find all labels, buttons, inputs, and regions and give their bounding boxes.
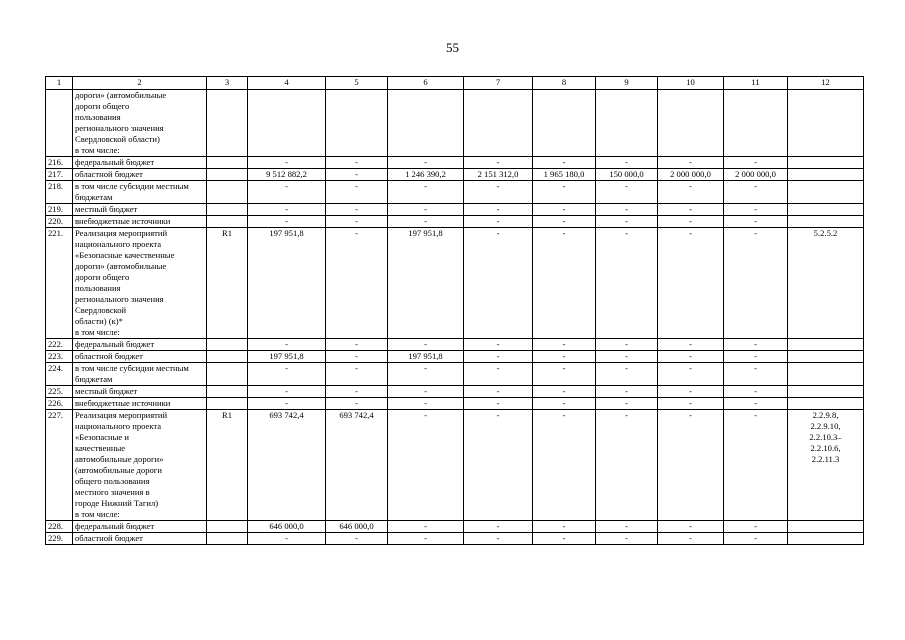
value-cell: - xyxy=(388,398,464,410)
row-name-cell: местный бюджет xyxy=(73,204,207,216)
table-row xyxy=(46,521,864,533)
row-number-cell: 229. xyxy=(46,533,73,545)
value-cell: - xyxy=(248,533,326,545)
name-line: дороги» (автомобильные xyxy=(75,90,167,100)
value-cell: - xyxy=(326,351,388,363)
header-row xyxy=(46,77,864,90)
code-cell: R1 xyxy=(207,410,248,521)
table-row xyxy=(46,351,864,363)
value-cell: - xyxy=(533,204,596,216)
table-row xyxy=(46,228,864,339)
value-cell: - xyxy=(596,351,658,363)
target-reference-line: 2.2.10.3– xyxy=(809,432,842,442)
value-cell: - xyxy=(533,410,596,521)
table-row xyxy=(46,363,864,386)
column-header: 5 xyxy=(326,77,388,90)
page-number: 55 xyxy=(446,40,459,55)
value-cell: - xyxy=(533,398,596,410)
row-name-cell: внебюджетные источники xyxy=(73,398,207,410)
value-cell: - xyxy=(658,339,724,351)
value-cell: - xyxy=(596,339,658,351)
value-cell: - xyxy=(724,363,788,386)
code-cell xyxy=(207,351,248,363)
row-number-cell: 227. xyxy=(46,410,73,521)
value-cell: - xyxy=(658,533,724,545)
column-header: 7 xyxy=(464,77,533,90)
column-header: 2 xyxy=(73,77,207,90)
value-cell: - xyxy=(248,398,326,410)
name-line: Свердловской xyxy=(75,305,127,315)
code-cell xyxy=(207,90,248,157)
target-reference-cell xyxy=(788,339,864,351)
code-cell xyxy=(207,521,248,533)
value-cell: 1 965 180,0 xyxy=(533,169,596,181)
target-reference-cell xyxy=(788,410,864,521)
row-name-cell: внебюджетные источники xyxy=(73,216,207,228)
value-cell: - xyxy=(658,410,724,521)
name-line: в том числе: xyxy=(75,145,120,155)
value-cell xyxy=(464,90,533,157)
value-cell: - xyxy=(464,157,533,169)
value-cell: - xyxy=(533,533,596,545)
value-cell: - xyxy=(326,204,388,216)
value-cell: - xyxy=(658,157,724,169)
value-cell: - xyxy=(596,533,658,545)
name-line: городе Нижний Тагил) xyxy=(75,498,159,508)
value-cell: - xyxy=(326,363,388,386)
column-header: 11 xyxy=(724,77,788,90)
row-name-cell xyxy=(73,90,207,157)
name-line: общего пользования xyxy=(75,476,150,486)
value-cell: - xyxy=(533,339,596,351)
row-number-cell: 218. xyxy=(46,181,73,204)
value-cell: - xyxy=(724,181,788,204)
row-number-cell: 222. xyxy=(46,339,73,351)
value-cell: - xyxy=(596,363,658,386)
value-cell: - xyxy=(388,339,464,351)
target-reference-line: 2.2.9.10, xyxy=(810,421,841,431)
value-cell: - xyxy=(248,157,326,169)
target-reference-line: 2.2.11.3 xyxy=(811,454,840,464)
name-line: Свердловской области) xyxy=(75,134,160,144)
value-cell: 150 000,0 xyxy=(596,169,658,181)
value-cell: - xyxy=(724,204,788,216)
row-name-cell xyxy=(73,228,207,339)
value-cell: - xyxy=(326,533,388,545)
table-row-continuation xyxy=(46,90,864,157)
target-reference-cell xyxy=(788,216,864,228)
value-cell: - xyxy=(326,157,388,169)
value-cell: 646 000,0 xyxy=(326,521,388,533)
row-name-cell: в том числе субсидии местным бюджетам xyxy=(73,181,207,204)
value-cell xyxy=(248,90,326,157)
name-line: национального проекта xyxy=(75,421,162,431)
code-cell xyxy=(207,363,248,386)
column-header: 3 xyxy=(207,77,248,90)
value-cell: - xyxy=(596,410,658,521)
value-cell: - xyxy=(388,533,464,545)
value-cell: - xyxy=(724,351,788,363)
name-line: регионального значения xyxy=(75,294,164,304)
column-header: 6 xyxy=(388,77,464,90)
value-cell: - xyxy=(724,398,788,410)
row-number-cell: 225. xyxy=(46,386,73,398)
column-header: 10 xyxy=(658,77,724,90)
name-line: качественные xyxy=(75,443,126,453)
value-cell: - xyxy=(248,216,326,228)
name-line: Реализация мероприятий xyxy=(75,410,168,420)
name-line: регионального значения xyxy=(75,123,164,133)
name-line: автомобильные дороги» xyxy=(75,454,164,464)
value-cell: - xyxy=(596,386,658,398)
name-line: области) (к)* xyxy=(75,316,123,326)
name-line: местного значения в xyxy=(75,487,150,497)
value-cell xyxy=(326,90,388,157)
value-cell xyxy=(658,90,724,157)
value-cell: 197 951,8 xyxy=(248,351,326,363)
budget-table xyxy=(45,76,864,545)
value-cell: - xyxy=(533,386,596,398)
target-reference-cell xyxy=(788,169,864,181)
target-reference-cell xyxy=(788,157,864,169)
value-cell: - xyxy=(326,386,388,398)
name-line: «Безопасные и xyxy=(75,432,129,442)
value-cell: - xyxy=(724,533,788,545)
row-number-cell: 228. xyxy=(46,521,73,533)
column-header: 12 xyxy=(788,77,864,90)
value-cell: 2 000 000,0 xyxy=(658,169,724,181)
value-cell: - xyxy=(248,339,326,351)
column-header: 4 xyxy=(248,77,326,90)
target-reference-cell xyxy=(788,90,864,157)
value-cell: - xyxy=(596,204,658,216)
target-reference-cell xyxy=(788,228,864,339)
code-cell xyxy=(207,216,248,228)
row-name-cell: областной бюджет xyxy=(73,351,207,363)
target-reference-cell xyxy=(788,363,864,386)
value-cell: - xyxy=(388,181,464,204)
target-reference-cell xyxy=(788,386,864,398)
value-cell: - xyxy=(464,351,533,363)
value-cell: - xyxy=(464,228,533,339)
value-cell: - xyxy=(388,410,464,521)
code-cell xyxy=(207,169,248,181)
code-cell: R1 xyxy=(207,228,248,339)
value-cell: - xyxy=(388,216,464,228)
name-line: пользования xyxy=(75,112,121,122)
value-cell: - xyxy=(658,228,724,339)
value-cell: - xyxy=(464,363,533,386)
value-cell: 197 951,8 xyxy=(388,351,464,363)
value-cell: 693 742,4 xyxy=(248,410,326,521)
value-cell: - xyxy=(326,228,388,339)
value-cell: - xyxy=(596,181,658,204)
value-cell: - xyxy=(464,398,533,410)
value-cell: - xyxy=(533,351,596,363)
name-line: Реализация мероприятий xyxy=(75,228,168,238)
value-cell xyxy=(533,90,596,157)
value-cell: - xyxy=(724,521,788,533)
value-cell: - xyxy=(388,521,464,533)
value-cell: - xyxy=(658,363,724,386)
code-cell xyxy=(207,386,248,398)
name-line: (автомобильные дороги xyxy=(75,465,162,475)
value-cell: - xyxy=(248,386,326,398)
value-cell xyxy=(596,90,658,157)
value-cell: - xyxy=(388,363,464,386)
name-line: дороги общего xyxy=(75,272,130,282)
target-reference-line: 5.2.5.2 xyxy=(813,228,838,238)
value-cell: - xyxy=(326,339,388,351)
value-cell: - xyxy=(658,216,724,228)
value-cell: 646 000,0 xyxy=(248,521,326,533)
row-name-cell: федеральный бюджет xyxy=(73,521,207,533)
value-cell: - xyxy=(596,398,658,410)
value-cell: - xyxy=(596,157,658,169)
target-reference-cell xyxy=(788,521,864,533)
value-cell: - xyxy=(533,216,596,228)
value-cell: - xyxy=(248,181,326,204)
value-cell: - xyxy=(533,181,596,204)
value-cell: - xyxy=(724,339,788,351)
code-cell xyxy=(207,181,248,204)
value-cell: - xyxy=(326,169,388,181)
code-cell xyxy=(207,339,248,351)
value-cell: - xyxy=(658,386,724,398)
row-number-cell: 220. xyxy=(46,216,73,228)
value-cell: - xyxy=(658,181,724,204)
code-cell xyxy=(207,204,248,216)
value-cell: - xyxy=(464,181,533,204)
row-number-cell: 224. xyxy=(46,363,73,386)
value-cell: - xyxy=(658,204,724,216)
row-number-cell: 221. xyxy=(46,228,73,339)
value-cell: - xyxy=(464,521,533,533)
table-row xyxy=(46,339,864,351)
value-cell: - xyxy=(533,521,596,533)
target-reference-line: 2.2.9.8, xyxy=(812,410,839,420)
value-cell: - xyxy=(533,363,596,386)
value-cell: - xyxy=(724,410,788,521)
value-cell: - xyxy=(724,157,788,169)
row-name-cell: федеральный бюджет xyxy=(73,157,207,169)
target-reference-cell xyxy=(788,398,864,410)
value-cell: - xyxy=(326,216,388,228)
row-name-cell: областной бюджет xyxy=(73,533,207,545)
name-line: в том числе: xyxy=(75,509,120,519)
row-number-cell: 217. xyxy=(46,169,73,181)
value-cell: - xyxy=(724,216,788,228)
value-cell: - xyxy=(533,228,596,339)
name-line: национального проекта xyxy=(75,239,162,249)
value-cell: - xyxy=(326,181,388,204)
table-row xyxy=(46,533,864,545)
target-reference-cell xyxy=(788,181,864,204)
value-cell: - xyxy=(596,228,658,339)
name-line: дороги общего xyxy=(75,101,130,111)
value-cell: - xyxy=(596,216,658,228)
target-reference-cell xyxy=(788,533,864,545)
value-cell: 2 151 312,0 xyxy=(464,169,533,181)
column-header: 1 xyxy=(46,77,73,90)
value-cell: - xyxy=(596,521,658,533)
value-cell xyxy=(388,90,464,157)
name-line: «Безопасные качественные xyxy=(75,250,175,260)
value-cell: - xyxy=(248,363,326,386)
value-cell: - xyxy=(388,204,464,216)
row-number-cell: 226. xyxy=(46,398,73,410)
value-cell: - xyxy=(326,398,388,410)
value-cell: - xyxy=(658,351,724,363)
table-row xyxy=(46,181,864,204)
code-cell xyxy=(207,157,248,169)
code-cell xyxy=(207,533,248,545)
value-cell: - xyxy=(464,533,533,545)
row-number-cell: 216. xyxy=(46,157,73,169)
value-cell: 197 951,8 xyxy=(388,228,464,339)
name-line: дороги» (автомобильные xyxy=(75,261,167,271)
value-cell: - xyxy=(658,398,724,410)
column-header: 9 xyxy=(596,77,658,90)
table-row xyxy=(46,398,864,410)
row-name-cell: областной бюджет xyxy=(73,169,207,181)
value-cell xyxy=(724,90,788,157)
target-reference-cell xyxy=(788,351,864,363)
target-reference-cell xyxy=(788,204,864,216)
table-row xyxy=(46,386,864,398)
value-cell: - xyxy=(388,157,464,169)
table-row xyxy=(46,169,864,181)
value-cell: - xyxy=(464,410,533,521)
value-cell: - xyxy=(248,204,326,216)
value-cell: - xyxy=(658,521,724,533)
value-cell: 693 742,4 xyxy=(326,410,388,521)
value-cell: - xyxy=(388,386,464,398)
value-cell: 197 951,8 xyxy=(248,228,326,339)
value-cell: 9 512 882,2 xyxy=(248,169,326,181)
row-number-cell xyxy=(46,90,73,157)
row-number-cell: 223. xyxy=(46,351,73,363)
name-line: в том числе: xyxy=(75,327,120,337)
value-cell: - xyxy=(724,386,788,398)
table-row xyxy=(46,410,864,521)
row-name-cell: местный бюджет xyxy=(73,386,207,398)
target-reference-line: 2.2.10.6, xyxy=(810,443,841,453)
table-row xyxy=(46,216,864,228)
value-cell: - xyxy=(464,216,533,228)
row-name-cell: в том числе субсидии местным бюджетам xyxy=(73,363,207,386)
table-row xyxy=(46,157,864,169)
value-cell: - xyxy=(464,339,533,351)
code-cell xyxy=(207,398,248,410)
table-row xyxy=(46,204,864,216)
name-line: пользования xyxy=(75,283,121,293)
value-cell: - xyxy=(464,386,533,398)
row-number-cell: 219. xyxy=(46,204,73,216)
value-cell: - xyxy=(533,157,596,169)
row-name-cell xyxy=(73,410,207,521)
column-header: 8 xyxy=(533,77,596,90)
row-name-cell: федеральный бюджет xyxy=(73,339,207,351)
value-cell: 2 000 000,0 xyxy=(724,169,788,181)
value-cell: 1 246 390,2 xyxy=(388,169,464,181)
value-cell: - xyxy=(464,204,533,216)
value-cell: - xyxy=(724,228,788,339)
